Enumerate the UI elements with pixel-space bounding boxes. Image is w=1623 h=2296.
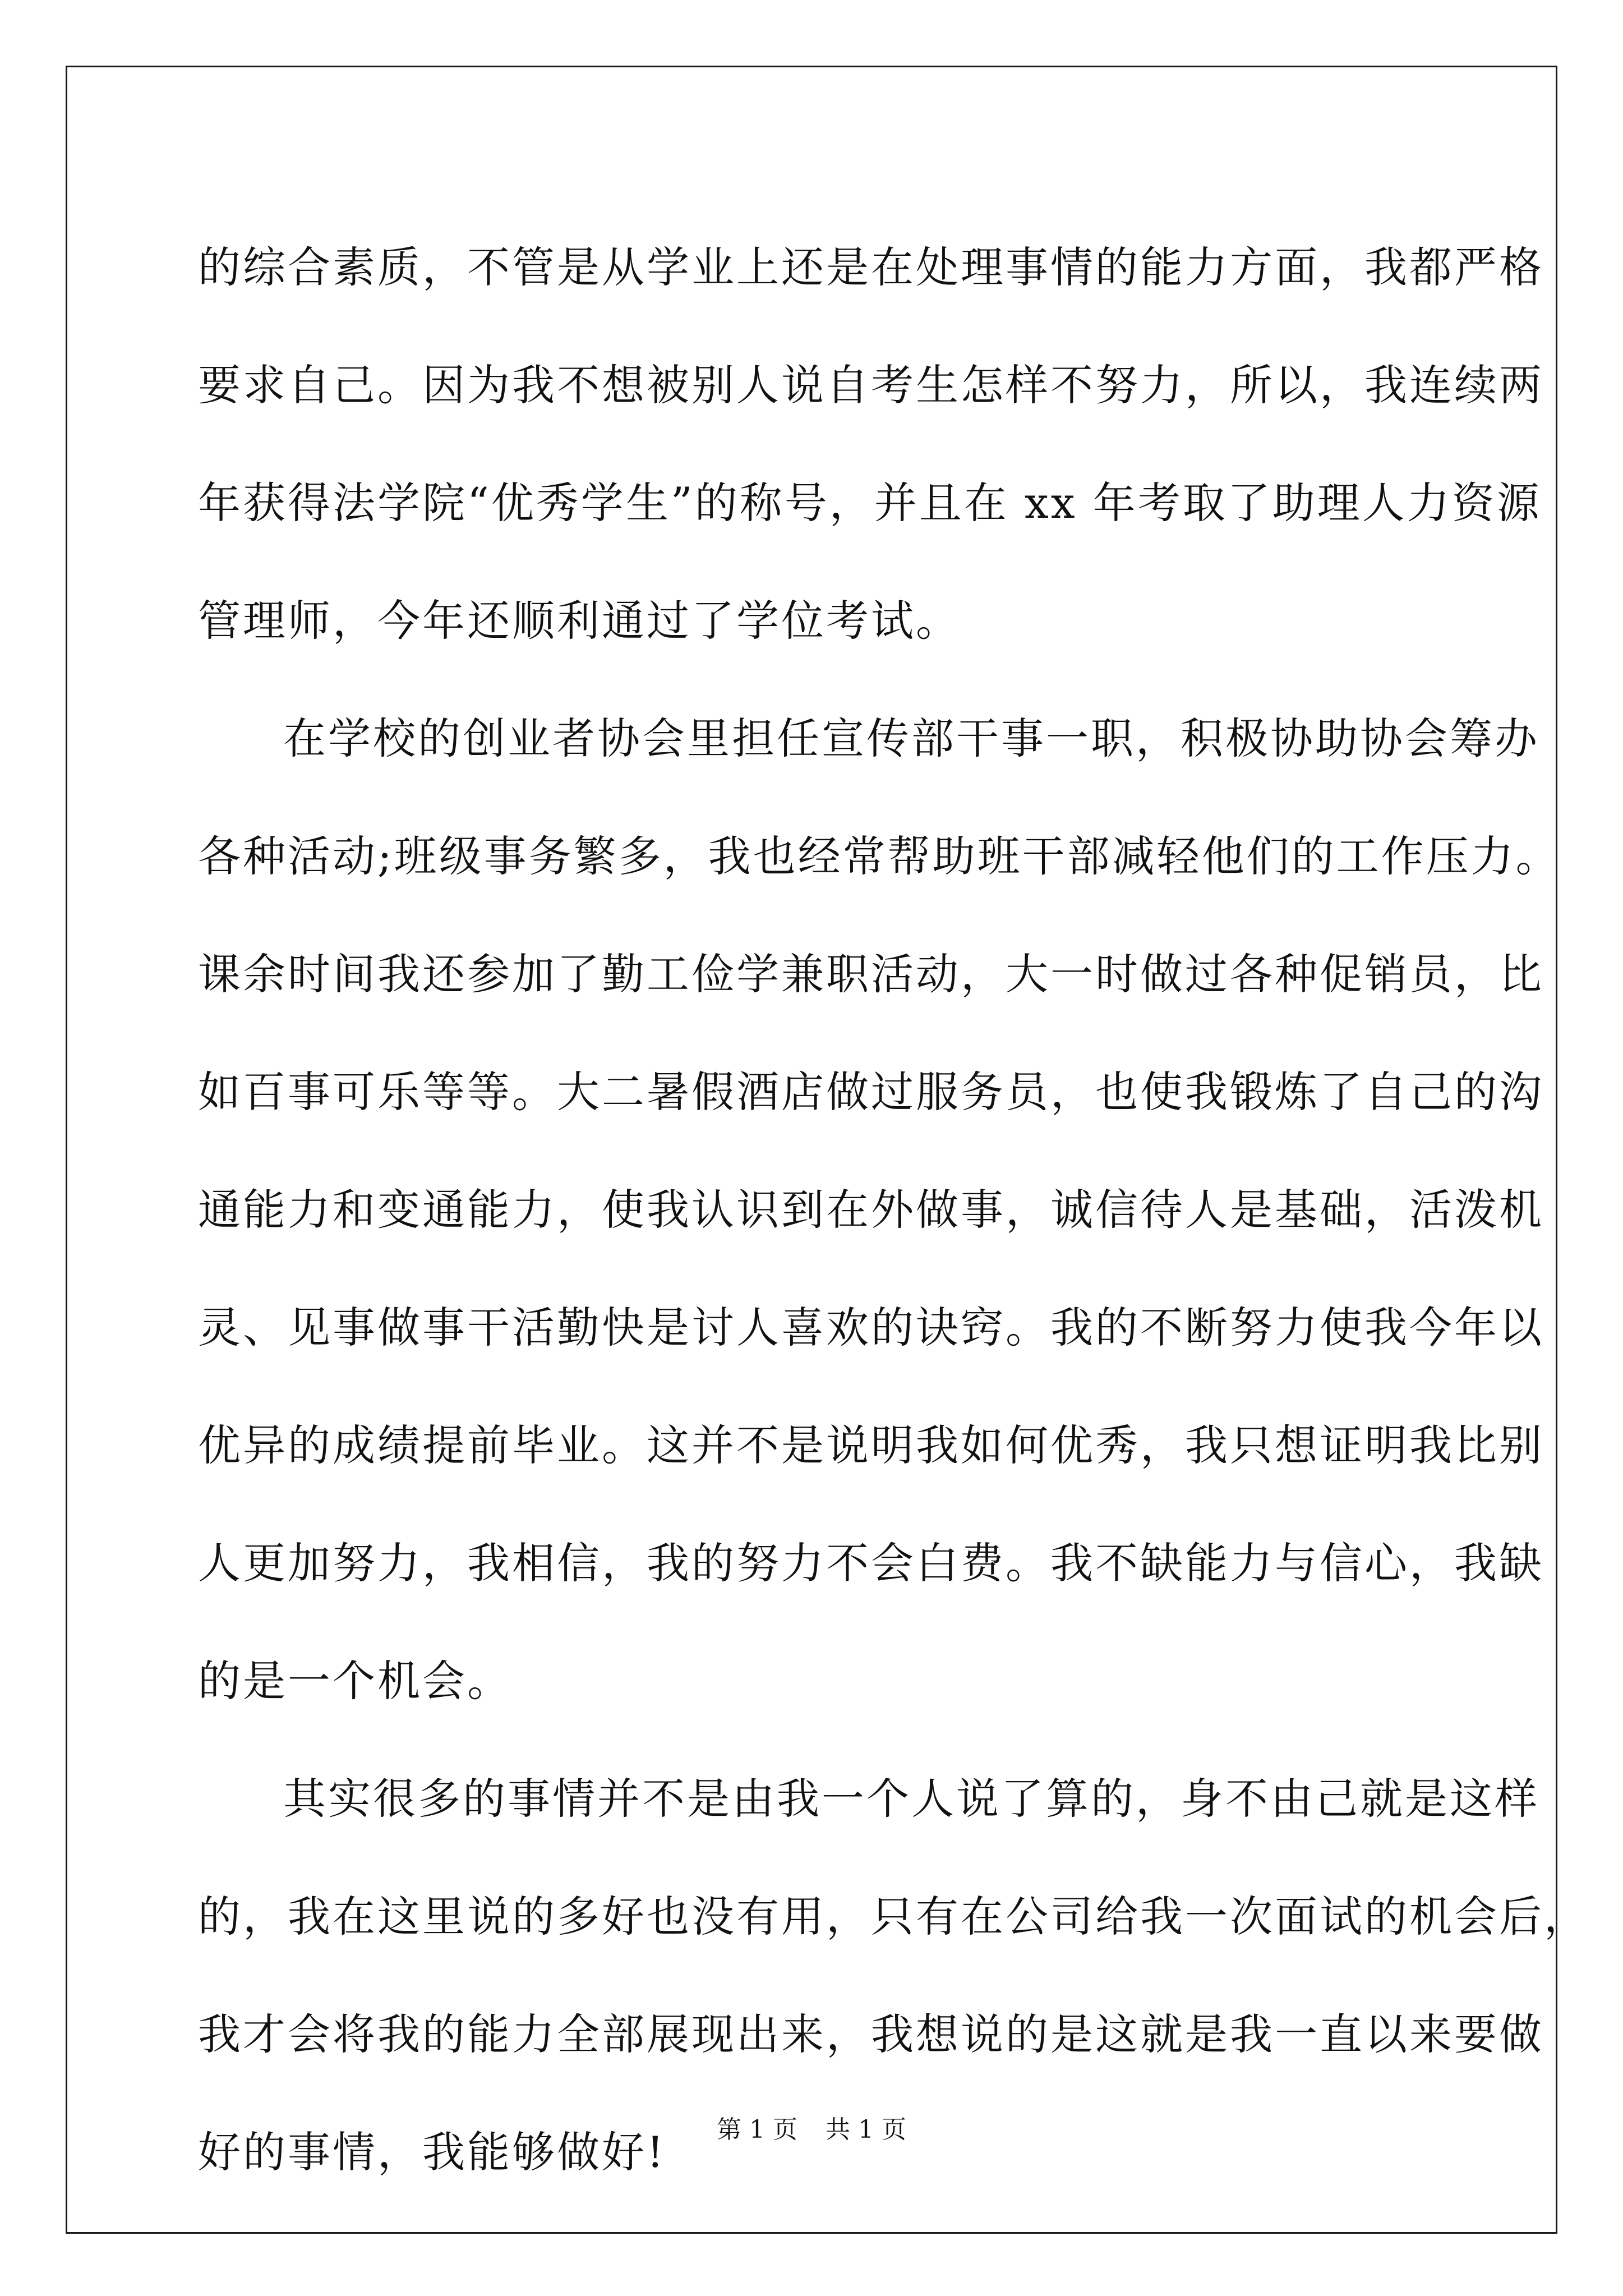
paragraph (198, 680, 1561, 1740)
text-line: 灵、见事做事干活勤快是讨人喜欢的诀窍。我的不断努力使我今年以 (198, 1303, 1544, 1352)
text-line: 管理师，今年还顺利通过了学位考试。 (198, 596, 961, 646)
text-line: 好的事情，我能够做好! (198, 2127, 666, 2177)
page-footer (0, 2109, 1623, 2145)
text-line: 要求自己。因为我不想被别人说自考生怎样不努力，所以，我连续两 (198, 360, 1544, 410)
text-line: 如百事可乐等等。大二暑假酒店做过服务员，也使我锻炼了自己的沟 (198, 1067, 1544, 1117)
text-line: 年获得法学院“优秀学生”的称号，并且在 xx 年考取了助理人力资源 (198, 478, 1542, 528)
document-body (198, 209, 1589, 2211)
text-line: 课余时间我还参加了勤工俭学兼职活动，大一时做过各种促销员，比 (198, 949, 1544, 999)
page-number: 第 1 页 (717, 2115, 797, 2144)
text-line: 我才会将我的能力全部展现出来，我想说的是这就是我一直以来要做 (198, 2009, 1544, 2059)
text-line: 人更加努力，我相信，我的努力不会白费。我不缺能力与信心，我缺 (198, 1538, 1544, 1588)
paragraph (198, 209, 1544, 680)
text-line: 各种活动;班级事务繁多，我也经常帮助班干部减轻他们的工作压力。 (198, 831, 1561, 881)
text-line: 在学校的创业者协会里担任宣传部干事一职，积极协助协会筹办 (283, 714, 1539, 763)
text-line: 的，我在这里说的多好也没有用，只有在公司给我一次面试的机会后， (198, 1892, 1589, 1941)
page-total: 共 1 页 (826, 2115, 906, 2144)
text-line: 其实很多的事情并不是由我一个人说了算的，身不由己就是这样 (283, 1774, 1539, 1824)
text-line: 通能力和变通能力，使我认识到在外做事，诚信待人是基础，活泼机 (198, 1185, 1544, 1235)
text-line: 的是一个机会。 (198, 1656, 512, 1706)
text-line: 的综合素质，不管是从学业上还是在处理事情的能力方面，我都严格 (198, 242, 1544, 292)
text-line: 优异的成绩提前毕业。这并不是说明我如何优秀，我只想证明我比别 (198, 1420, 1544, 1470)
